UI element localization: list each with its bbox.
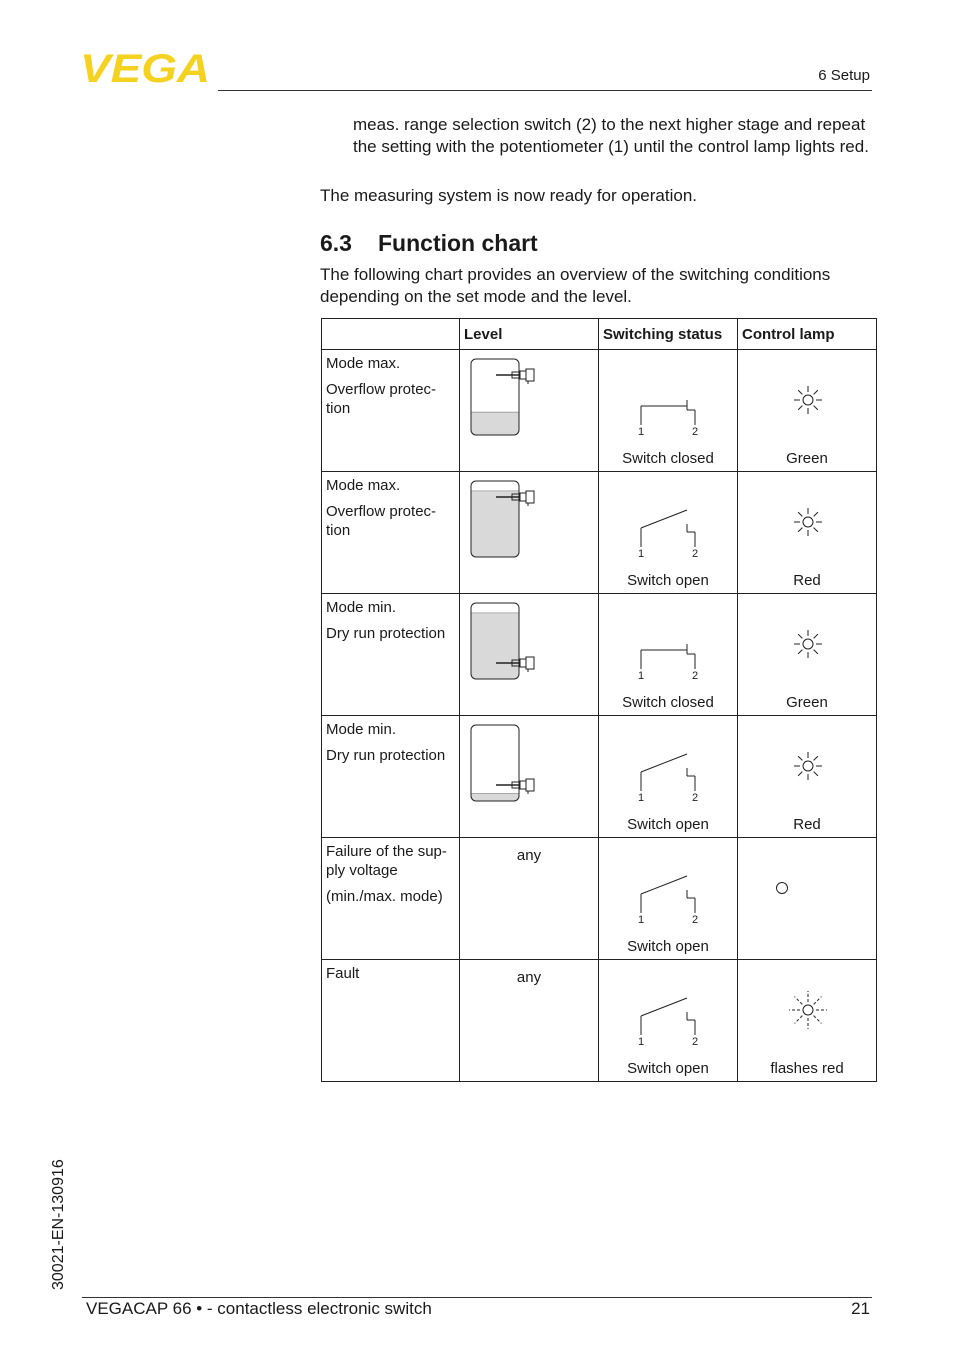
probe-icon xyxy=(496,779,534,794)
mode-label: Mode max. xyxy=(326,477,401,494)
switching-status-cell xyxy=(599,838,738,960)
header-section-title: 6 Setup xyxy=(818,67,870,84)
lamp-flashing-icon xyxy=(788,990,828,1040)
terminal-label: 2 xyxy=(692,792,699,804)
switch-closed-icon xyxy=(635,380,705,440)
lamp-on-icon xyxy=(788,746,828,796)
level-any-text: any xyxy=(516,847,542,864)
lamp-color-label: flashes red xyxy=(770,1060,844,1077)
vessel-icon xyxy=(468,357,548,439)
table-row xyxy=(322,716,877,838)
switch-status-label: Switch closed xyxy=(622,450,714,467)
mode-description: Overflow protec- tion xyxy=(326,381,437,417)
lamp-off-icon xyxy=(770,874,810,924)
footer-product: VEGACAP 66 • - contactless electronic switch xyxy=(86,1299,432,1318)
header-mode xyxy=(322,319,460,350)
intro-paragraph: The following chart provides an overview of the switching conditions depending on the set mode and the level. xyxy=(320,265,831,306)
switch-status-label: Switch closed xyxy=(622,694,714,711)
switch-status-label: Switch open xyxy=(627,1060,709,1077)
mode-description: Dry run protection xyxy=(326,747,446,764)
switching-status-cell xyxy=(599,594,738,716)
terminal-label: 2 xyxy=(692,1036,699,1048)
lamp-color-label: Red xyxy=(793,816,821,833)
terminal-label: 1 xyxy=(638,670,645,682)
terminal-label: 1 xyxy=(638,426,645,438)
mode-label: Mode min. xyxy=(326,721,397,738)
control-lamp-cell xyxy=(738,594,877,716)
footer-divider xyxy=(82,1297,872,1298)
switching-status-cell xyxy=(599,716,738,838)
level-cell xyxy=(460,350,599,472)
document-code: 30021-EN-130916 xyxy=(50,1159,67,1290)
mode-description: Dry run protection xyxy=(326,625,446,642)
switch-open-icon xyxy=(635,868,705,928)
liquid-level xyxy=(471,491,519,557)
lamp-color-label: Green xyxy=(786,694,828,711)
vessel-icon xyxy=(468,479,548,561)
header-divider xyxy=(218,90,872,91)
switching-status-cell xyxy=(599,350,738,472)
probe-icon xyxy=(496,369,534,384)
mode-label: Mode max. xyxy=(326,355,401,372)
ready-paragraph: The measuring system is now ready for operation. xyxy=(320,186,698,205)
control-lamp-cell xyxy=(738,838,877,960)
lamp-color-label: Red xyxy=(793,572,821,589)
terminal-label: 1 xyxy=(638,792,645,804)
lamp-color-label: Green xyxy=(786,450,828,467)
table-header-row xyxy=(322,319,877,350)
switch-open-icon xyxy=(635,502,705,562)
level-cell xyxy=(460,960,599,1082)
header-level: Level xyxy=(460,319,599,350)
lamp-on-icon xyxy=(788,380,828,430)
terminal-label: 1 xyxy=(638,914,645,926)
mode-cell xyxy=(322,594,460,716)
mode-description: Overflow protec- tion xyxy=(326,503,437,539)
mode-description: (min./max. mode) xyxy=(326,888,443,905)
table-row xyxy=(322,838,877,960)
switch-open-icon xyxy=(635,746,705,806)
liquid-level xyxy=(471,412,519,435)
table-row xyxy=(322,960,877,1082)
level-cell xyxy=(460,838,599,960)
switch-open-icon xyxy=(635,990,705,1050)
control-lamp-cell xyxy=(738,960,877,1082)
header-switching-status: Switching status xyxy=(599,319,738,350)
level-cell xyxy=(460,472,599,594)
mode-cell xyxy=(322,472,460,594)
control-lamp-cell xyxy=(738,350,877,472)
liquid-level xyxy=(471,793,519,801)
instruction-paragraph: meas. range selection switch (2) to the next higher stage and repeat the setting with the potentiometer (1) until the control lamp lights red. xyxy=(353,115,869,156)
mode-cell xyxy=(322,350,460,472)
vessel-icon xyxy=(468,601,548,683)
section-number: 6.3 xyxy=(320,230,352,256)
page-number: 21 xyxy=(851,1299,870,1318)
mode-label: Fault xyxy=(326,965,360,982)
terminal-label: 2 xyxy=(692,426,699,438)
svg-text:VEGA: VEGA xyxy=(80,50,210,84)
mode-cell xyxy=(322,716,460,838)
switch-status-label: Switch open xyxy=(627,572,709,589)
liquid-level xyxy=(471,613,519,679)
section-heading xyxy=(320,230,538,257)
table-row xyxy=(322,350,877,472)
control-lamp-cell xyxy=(738,716,877,838)
level-any-text: any xyxy=(516,969,542,986)
vessel-icon xyxy=(468,723,548,805)
terminal-label: 1 xyxy=(638,1036,645,1048)
lamp-on-icon xyxy=(788,502,828,552)
switch-status-label: Switch open xyxy=(627,938,709,955)
switching-status-cell xyxy=(599,960,738,1082)
switch-status-label: Switch open xyxy=(627,816,709,833)
mode-cell xyxy=(322,838,460,960)
terminal-label: 1 xyxy=(638,548,645,560)
terminal-label: 2 xyxy=(692,670,699,682)
level-cell xyxy=(460,594,599,716)
vega-logo xyxy=(80,50,212,84)
mode-cell xyxy=(322,960,460,1082)
level-cell xyxy=(460,716,599,838)
terminal-label: 2 xyxy=(692,914,699,926)
switching-status-cell xyxy=(599,472,738,594)
section-title: Function chart xyxy=(378,230,538,256)
lamp-on-icon xyxy=(788,624,828,674)
header-control-lamp: Control lamp xyxy=(738,319,877,350)
table-row xyxy=(322,594,877,716)
switch-closed-icon xyxy=(635,624,705,684)
function-chart-table xyxy=(321,318,877,1082)
mode-label: Mode min. xyxy=(326,599,397,616)
control-lamp-cell xyxy=(738,472,877,594)
terminal-label: 2 xyxy=(692,548,699,560)
table-row xyxy=(322,472,877,594)
mode-label: Failure of the sup- ply voltage xyxy=(326,843,447,879)
